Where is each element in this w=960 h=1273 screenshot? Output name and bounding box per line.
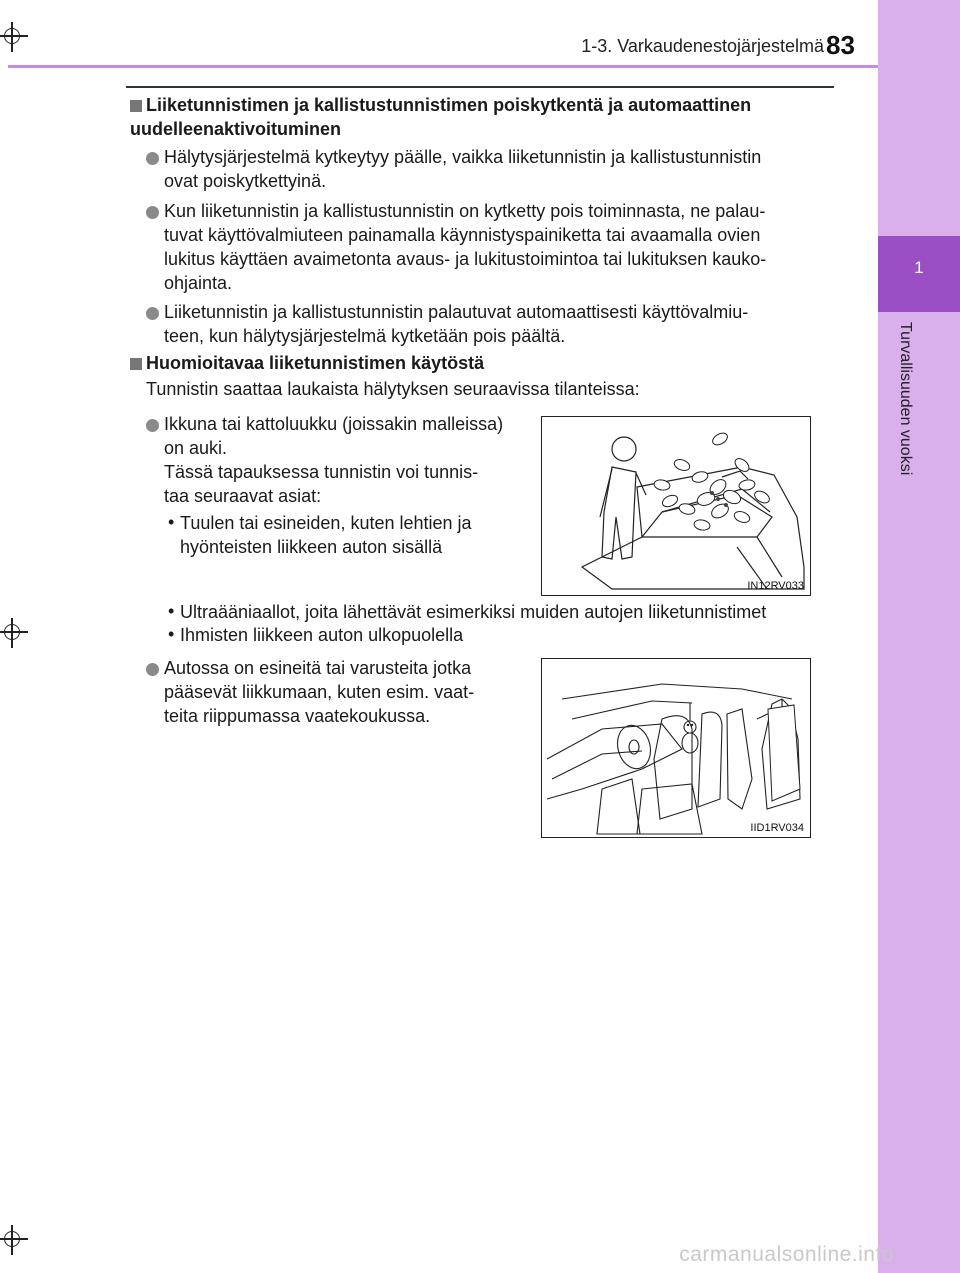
figure-code: IID1RV034 xyxy=(750,822,804,834)
bullet-text-line: Kun liiketunnistin ja kallistustunnistin on kytketty pois toiminnasta, ne palau- xyxy=(164,201,766,221)
crop-mark-top-left xyxy=(0,22,28,52)
figure-sunroof-leaves xyxy=(541,416,811,596)
chapter-title: Turvallisuuden vuoksi xyxy=(897,322,914,476)
crop-mark-middle-left xyxy=(0,618,28,648)
running-head: 1-3. Varkaudenestojärjestelmä xyxy=(581,36,824,56)
bullet-text-line: Hälytysjärjestelmä kytkeytyy päälle, vaikka liiketunnistin ja kallistustunnistin xyxy=(164,147,762,167)
figure-car-interior-hanging-clothes xyxy=(541,658,811,838)
bullet-text-line: tuvat käyttövalmiuteen painamalla käynnistyspainiketta tai avaamalla ovien xyxy=(164,225,761,245)
round-bullet-icon xyxy=(146,206,159,219)
bullet-text-line: lukitus käyttäen avaimetonta avaus- ja lukitustoimintoa tai lukituksen kauko- xyxy=(164,249,767,269)
page-number: 83 xyxy=(826,30,855,60)
item-text-line: Tässä tapauksessa tunnistin voi tunnis- xyxy=(164,462,479,482)
illustration-car-interior xyxy=(542,659,809,836)
round-bullet-icon xyxy=(146,307,159,320)
section-heading-line2: uudelleenaktivoituminen xyxy=(130,119,342,139)
illustration-person-car-sunroof xyxy=(542,417,809,594)
bullet-text-line: ovat poiskytkettyinä. xyxy=(164,171,327,191)
square-bullet-icon xyxy=(130,100,142,112)
sub-bullet-text: Ultraääniaallot, joita lähettävät esimerkiksi muiden autojen liiketunnistimet xyxy=(180,602,767,622)
item-text-line: taa seuraavat asiat: xyxy=(164,486,322,506)
figure-code: IN12RV033 xyxy=(747,580,804,592)
section-heading-line1: Liiketunnistimen ja kallistustunnistimen poiskytkentä ja automaattinen xyxy=(146,95,752,115)
chapter-side-tab xyxy=(878,0,960,1273)
item-text-line: pääsevät liikkumaan, kuten esim. vaat- xyxy=(164,682,475,702)
section-heading: Huomioitavaa liiketunnistimen käytöstä xyxy=(146,353,485,373)
header-rule xyxy=(8,65,878,68)
item-text-line: Autossa on esineitä tai varusteita jotka xyxy=(164,658,472,678)
sub-bullet-marker: • xyxy=(168,601,175,621)
item-text-line: on auki. xyxy=(164,438,228,458)
crop-mark-bottom-left xyxy=(0,1225,28,1255)
sub-bullet-text-line: Tuulen tai esineiden, kuten lehtien ja xyxy=(180,513,472,533)
square-bullet-icon xyxy=(130,358,142,370)
bullet-text-line: Liiketunnistin ja kallistustunnistin palautuvat automaattisesti käyttövalmiu- xyxy=(164,302,749,322)
item-text-line: teita riippumassa vaatekoukussa. xyxy=(164,706,431,726)
site-watermark: carmanualsonline.info xyxy=(679,1243,894,1266)
item-text-line: Ikkuna tai kattoluukku (joissakin malleissa) xyxy=(164,414,504,434)
section-intro: Tunnistin saattaa laukaista hälytyksen seuraavissa tilanteissa: xyxy=(146,379,640,399)
sub-bullet-text-line: hyönteisten liikkeen auton sisällä xyxy=(180,537,443,557)
bullet-text-line: ohjainta. xyxy=(164,273,233,293)
round-bullet-icon xyxy=(146,663,159,676)
round-bullet-icon xyxy=(146,152,159,165)
section-divider xyxy=(126,86,834,88)
sub-bullet-marker: • xyxy=(168,624,175,644)
bullet-text-line: teen, kun hälytysjärjestelmä kytketään pois päältä. xyxy=(164,326,566,346)
sub-bullet-marker: • xyxy=(168,512,175,532)
chapter-number: 1 xyxy=(914,258,924,277)
sub-bullet-text: Ihmisten liikkeen auton ulkopuolella xyxy=(180,625,464,645)
round-bullet-icon xyxy=(146,419,159,432)
